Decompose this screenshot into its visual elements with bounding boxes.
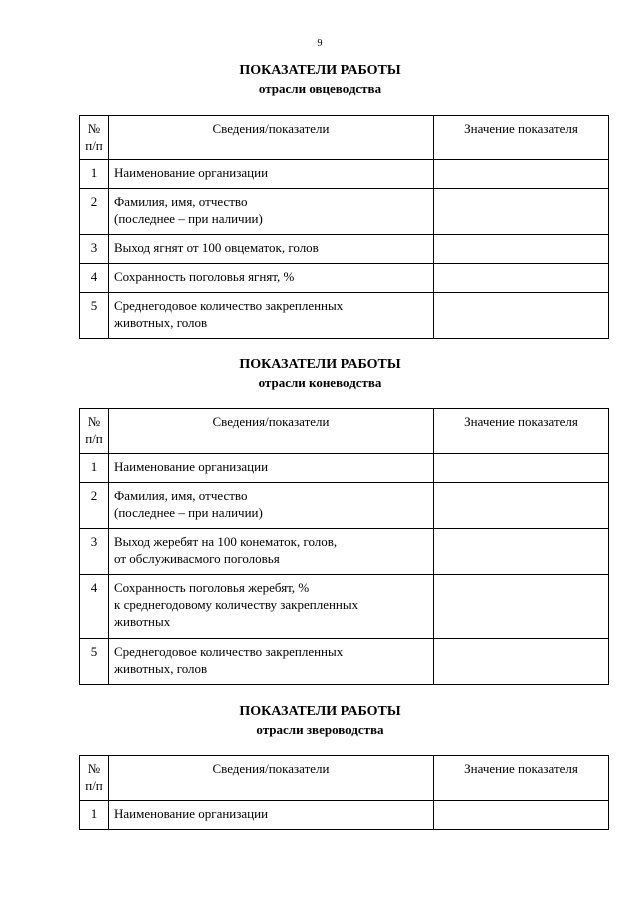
- table-row: [80, 160, 609, 189]
- section-sheep-title-block: [0, 62, 640, 97]
- header-indicator: Сведения/показатели: [109, 409, 434, 454]
- row-num: 1: [80, 454, 109, 483]
- row-value-field[interactable]: [434, 575, 609, 639]
- table-row: [80, 639, 609, 685]
- row-value-field[interactable]: [434, 801, 609, 830]
- row-num: 4: [80, 264, 109, 293]
- row-num: 1: [80, 160, 109, 189]
- row-num: 2: [80, 483, 109, 529]
- section-title: ПОКАЗАТЕЛИ РАБОТЫ: [239, 357, 401, 372]
- row-text: Выход ягнят от 100 овцематок, голов: [109, 235, 434, 264]
- row-value-field[interactable]: [434, 264, 609, 293]
- section-subtitle: отрасли коневодства: [258, 375, 382, 390]
- table-header-row: [80, 409, 609, 454]
- header-num: № п/п: [80, 116, 109, 160]
- section-fur-title-block: [0, 703, 640, 738]
- header-value: Значение показателя: [434, 756, 609, 801]
- row-value-field[interactable]: [434, 160, 609, 189]
- table-row: [80, 454, 609, 483]
- row-text: Среднегодовое количество закрепленных животных, голов: [109, 639, 434, 685]
- section-subtitle: отрасли овцеводства: [258, 81, 382, 96]
- row-text: Фамилия, имя, отчество (последнее – при наличии): [109, 189, 434, 235]
- table-row: [80, 575, 609, 639]
- page-number: 9: [317, 38, 323, 49]
- row-text: Наименование организации: [109, 160, 434, 189]
- row-text: Сохранность поголовья ягнят, %: [109, 264, 434, 293]
- row-value-field[interactable]: [434, 293, 609, 339]
- row-num: 5: [80, 293, 109, 339]
- section-subtitle: отрасли звероводства: [256, 722, 384, 737]
- row-value-field[interactable]: [434, 235, 609, 264]
- row-text: Сохранность поголовья жеребят, % к среднегодовому количеству закрепленных животных: [109, 575, 434, 639]
- row-value-field[interactable]: [434, 454, 609, 483]
- row-text: Наименование организации: [109, 801, 434, 830]
- row-text: Фамилия, имя, отчество (последнее – при наличии): [109, 483, 434, 529]
- section-horse-title-block: [0, 356, 640, 391]
- section-title: ПОКАЗАТЕЛИ РАБОТЫ: [239, 704, 401, 719]
- table-row: [80, 529, 609, 575]
- row-num: 4: [80, 575, 109, 639]
- row-value-field[interactable]: [434, 189, 609, 235]
- table-sheep: [79, 115, 609, 339]
- row-text: Наименование организации: [109, 454, 434, 483]
- header-value: Значение показателя: [434, 116, 609, 160]
- row-num: 3: [80, 529, 109, 575]
- table-row: [80, 189, 609, 235]
- table-header-row: [80, 756, 609, 801]
- row-num: 3: [80, 235, 109, 264]
- row-num: 1: [80, 801, 109, 830]
- row-value-field[interactable]: [434, 639, 609, 685]
- table-fur: [79, 755, 609, 830]
- row-text: Выход жеребят на 100 конематок, голов, от обслуживасмого поголовья: [109, 529, 434, 575]
- table-row: [80, 801, 609, 830]
- row-num: 2: [80, 189, 109, 235]
- row-num: 5: [80, 639, 109, 685]
- table-horse: [79, 408, 609, 685]
- table-header-row: [80, 116, 609, 160]
- header-num: № п/п: [80, 756, 109, 801]
- header-value: Значение показателя: [434, 409, 609, 454]
- row-value-field[interactable]: [434, 529, 609, 575]
- table-row: [80, 293, 609, 339]
- table-row: [80, 235, 609, 264]
- header-num: № п/п: [80, 409, 109, 454]
- table-row: [80, 264, 609, 293]
- table-row: [80, 483, 609, 529]
- header-indicator: Сведения/показатели: [109, 756, 434, 801]
- row-value-field[interactable]: [434, 483, 609, 529]
- section-title: ПОКАЗАТЕЛИ РАБОТЫ: [239, 63, 401, 78]
- row-text: Среднегодовое количество закрепленных животных, голов: [109, 293, 434, 339]
- header-indicator: Сведения/показатели: [109, 116, 434, 160]
